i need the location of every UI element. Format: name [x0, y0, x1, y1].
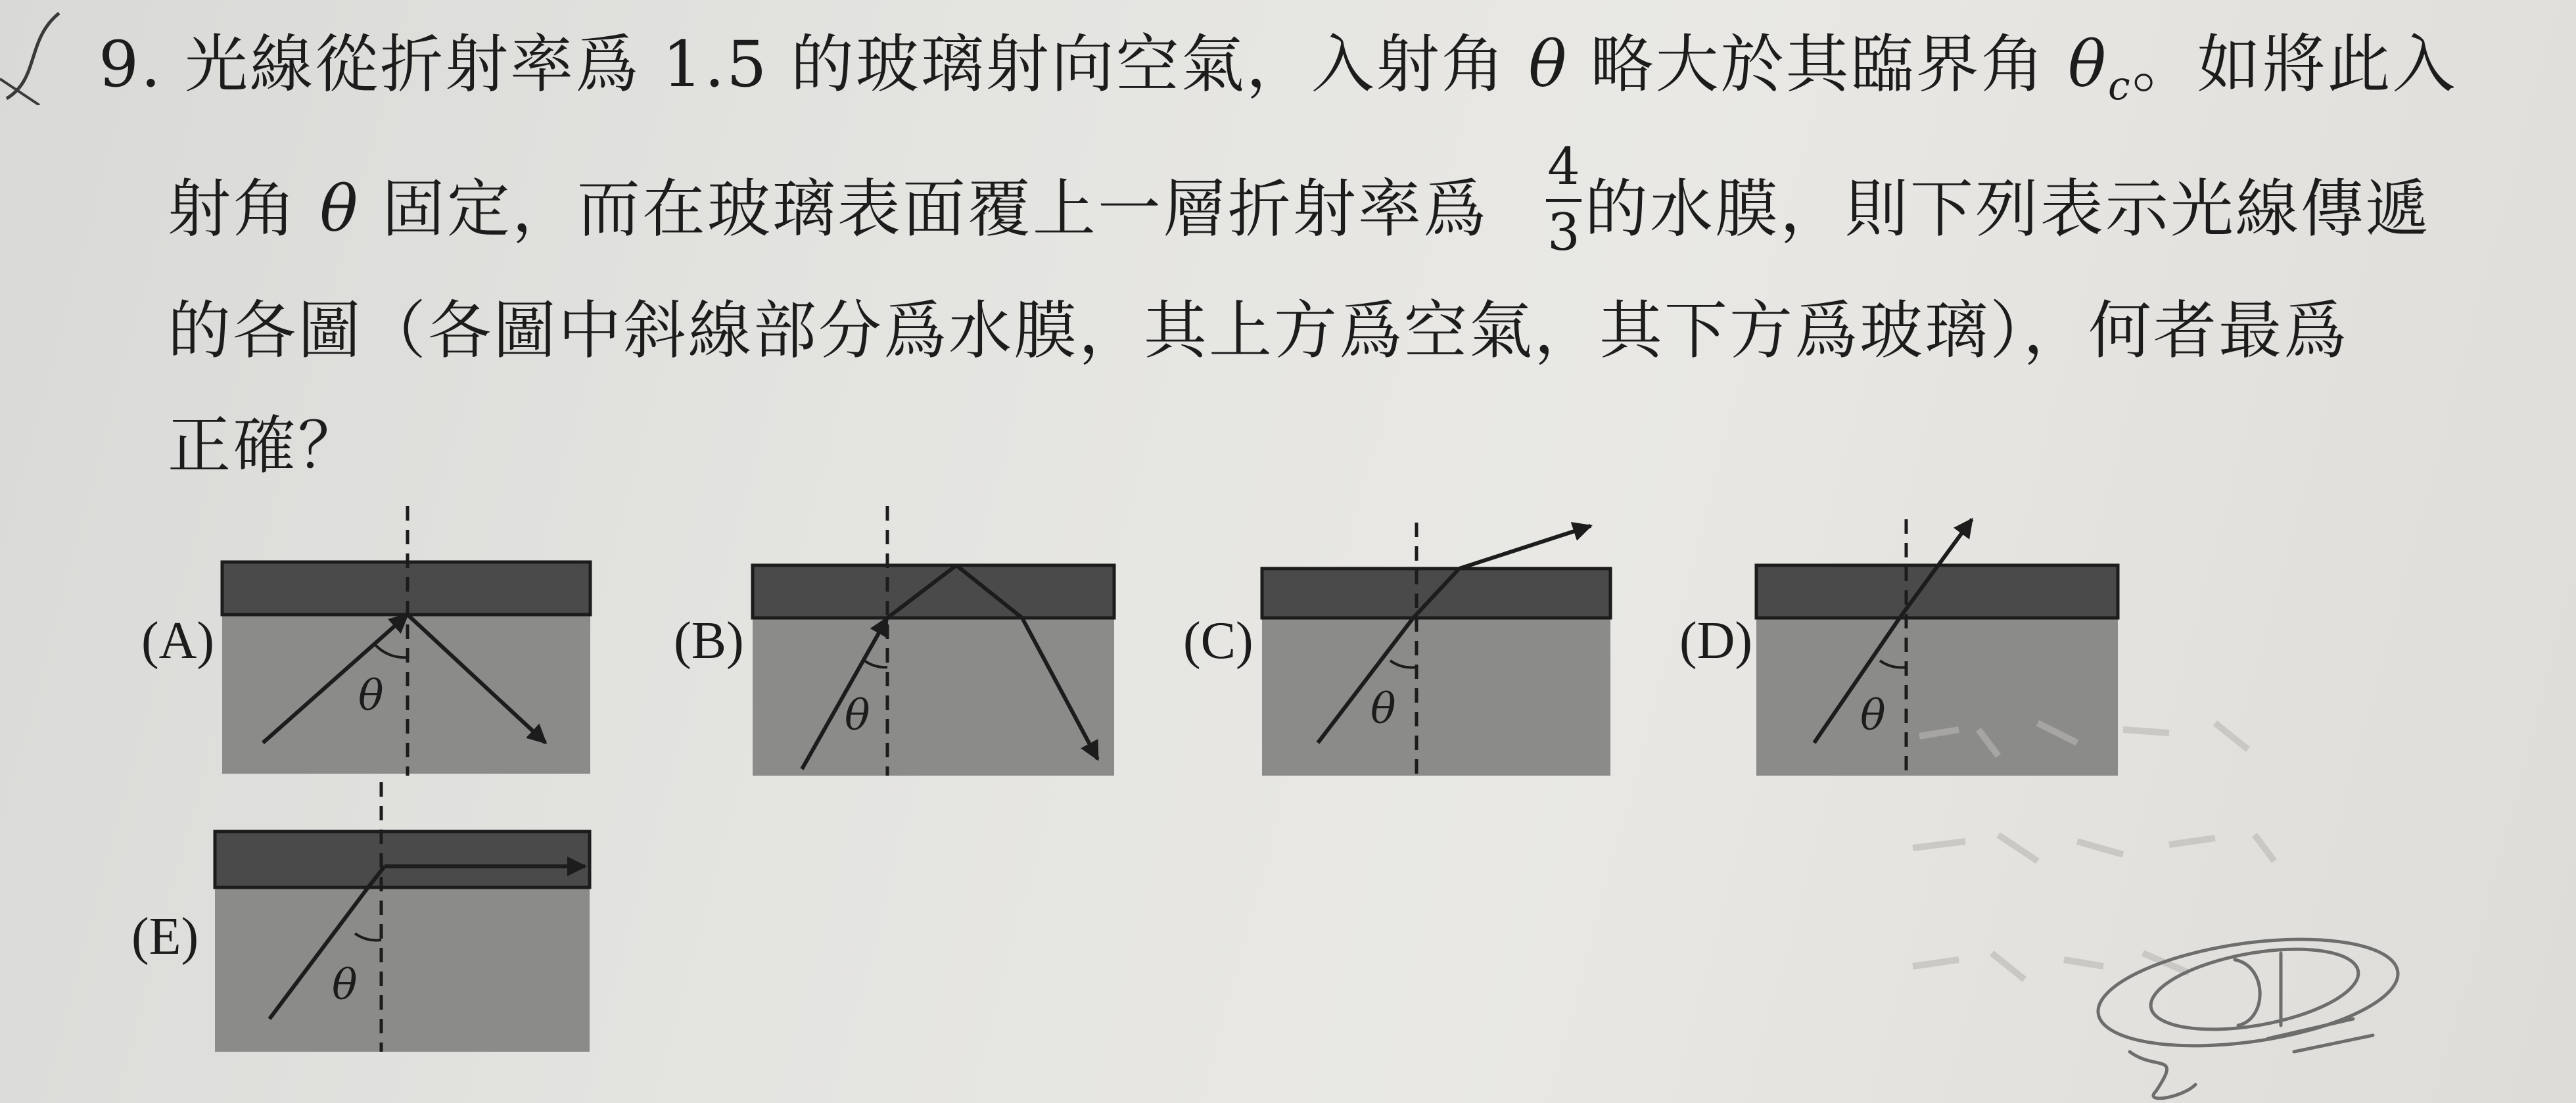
diagram-b: [746, 506, 1127, 782]
question-number: 9.: [99, 28, 163, 101]
angle-label: θ: [1370, 685, 1396, 734]
angle-label: θ: [332, 961, 358, 1010]
angle-label: θ: [845, 692, 870, 740]
glass-region: [215, 887, 590, 1052]
question-line-3: [168, 294, 2349, 367]
critical-angle-symbol: $\theta_c$: [2068, 28, 2132, 110]
diagram-e: [207, 782, 601, 1058]
water-film: [215, 832, 590, 887]
fraction-numerator: 4: [1547, 137, 1580, 197]
glass-region: [753, 618, 1114, 776]
option-label-c: (C): [1183, 612, 1253, 670]
water-film: [1756, 565, 2118, 618]
fraction-bar: [1546, 199, 1581, 202]
corner-mark: [0, 0, 79, 105]
angle-label: θ: [358, 672, 384, 720]
question-text-2a: 射角: [168, 172, 298, 246]
option-label-d: (D): [1679, 612, 1753, 670]
exit-ray: [1459, 526, 1591, 569]
fraction-denominator: 3: [1547, 203, 1580, 262]
glass-region: [1262, 618, 1610, 776]
question-text-2b: 固定，而在玻璃表面覆上一層折射率爲: [381, 172, 1488, 246]
option-label-e: (E): [131, 908, 199, 966]
water-film: [753, 565, 1114, 618]
question-text-1b: 略大於其臨界角: [1590, 28, 2046, 101]
option-label-a: (A): [141, 612, 215, 670]
diagram-c: [1255, 506, 1624, 782]
angle-label: θ: [1860, 692, 1886, 740]
question-text-1c: 。如將此入: [2132, 28, 2458, 101]
question-text-3: 的各圖（各圖中斜線部分爲水膜，其上方爲空氣，其下方爲玻璃），何者最爲: [168, 294, 2349, 367]
question-text-2c: 的水膜，則下列表示光線傳遞: [1584, 172, 2431, 246]
diagram-a: [217, 506, 598, 782]
question-line-1: [99, 28, 2458, 110]
question-text-1a: 光線從折射率爲 1.5 的玻璃射向空氣，入射角: [185, 28, 1507, 101]
question-line-4: [168, 409, 363, 482]
option-label-b: (B): [674, 612, 744, 670]
question-line-2: [168, 172, 2431, 246]
pencil-scribble: [2071, 920, 2439, 1103]
fraction-four-thirds: [1546, 137, 1581, 262]
theta-symbol: θ: [319, 172, 360, 246]
question-text-4: 正確？: [168, 409, 363, 482]
theta-symbol: θ: [1528, 28, 1569, 101]
